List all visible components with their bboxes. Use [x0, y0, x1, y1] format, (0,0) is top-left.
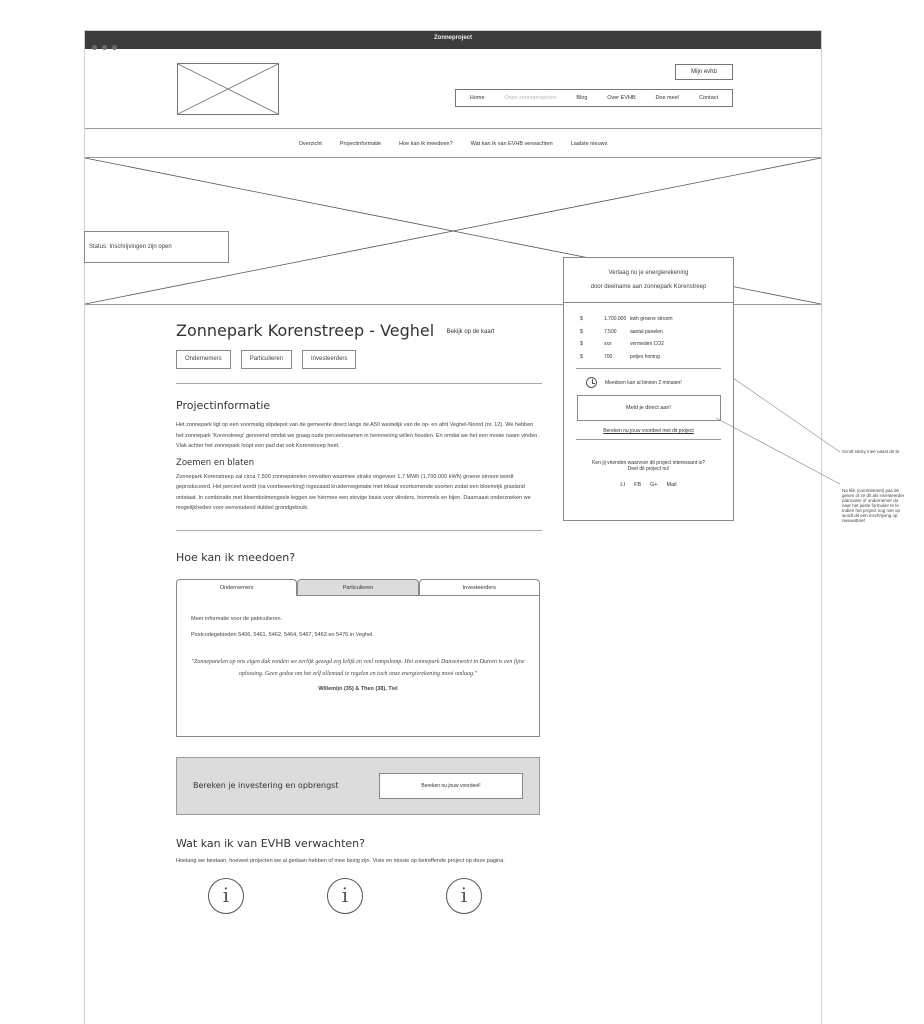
stat-icon: $ — [580, 328, 583, 335]
stat-label: aantal panelen — [630, 328, 663, 335]
image-placeholder-icon — [178, 64, 278, 114]
stat-label: kwh groene stroom — [630, 316, 673, 323]
stat-value: xxx — [604, 341, 612, 348]
share-mail[interactable]: Mail — [666, 482, 677, 488]
tab-bar — [176, 579, 540, 596]
share-links — [564, 482, 733, 488]
info-icons — [176, 878, 542, 914]
divider — [176, 530, 542, 531]
signup-button[interactable]: Meld je direct aan! — [577, 395, 721, 421]
info-icon: i — [327, 878, 363, 914]
audience-buttons — [176, 350, 542, 369]
stat-icon: $ — [580, 341, 583, 348]
expect-paragraph: Hoelang we bestaan, hoeveel projecten we al gedaan hebben of mee bezig zijn. Visie en missie op betreffende project op deze pagina. — [176, 857, 505, 864]
nav-join[interactable]: Doe mee! — [655, 95, 680, 101]
stat-label: potjes honing — [630, 353, 660, 360]
my-account-button[interactable]: Mijn evhb — [675, 64, 733, 80]
subnav-projectinfo[interactable]: Projectinformatie — [339, 141, 382, 147]
info-icon: i — [208, 878, 244, 914]
testimonial-author: Willemijn (35) & Theo (38), Tiel — [318, 685, 398, 692]
sticky-signup-card — [563, 257, 734, 521]
subnav-overview[interactable]: Overzicht — [298, 141, 322, 147]
nav-about[interactable]: Over EVHB — [607, 95, 636, 101]
testimonial-quote: "Zonnepanelen op ons eigen dak vonden we eerlijk gezegd erg lelijk en veel rompslomp. Het zonnepark Dansenwoirt in Duiven is een fijne oplossing. Geen gedoe om het zelf allemaal te regelen en toch onze energierekening mooi omlaag." — [191, 658, 525, 677]
window-title: Zonneproject — [433, 35, 472, 41]
subnav-expect[interactable]: Wat kan ik van EVHB verwachten — [470, 141, 553, 147]
nav-blog[interactable]: Blog — [576, 95, 588, 101]
divider — [576, 439, 721, 440]
info-icon: i — [446, 878, 482, 914]
stat-icon: $ — [580, 316, 583, 323]
nav-projects[interactable]: Onze zonneprojecten — [504, 95, 557, 101]
stat-label: vermeden CO2 — [630, 341, 664, 348]
tab-entrepreneurs[interactable]: Ondernemers — [176, 579, 297, 596]
projectinfo-paragraph: Het zonnepark ligt op een voormalig slipdepot van de gemeente direct langs de A50 westelijk van de op- en afrit Veghel-Noord (nr. 12). We hebben het zonnepark 'Korenstreep' genoemd omdat we graag oude perceelsnamen in herinnering willen houden. En omdat we het een mooie naam vinden. Vlak achter het zonnepark loopt een pad dat ook Korenstreep heet. — [176, 422, 539, 449]
card-headline — [564, 258, 733, 303]
nav-contact[interactable]: Contact — [699, 95, 719, 101]
audience-investors-button[interactable]: Investeerders — [302, 350, 356, 369]
nav-home[interactable]: Home — [469, 95, 485, 101]
share-question-line1: Ken jij vrienden waarvoor dit project interessant is? — [592, 460, 705, 466]
quick-signup-note — [564, 374, 733, 391]
stats-list — [564, 303, 733, 363]
share-question-line2: Deel dit project nu! — [627, 466, 670, 472]
logo-placeholder[interactable] — [177, 63, 279, 115]
annotation-sticky: Scroll sticky mee naast de te — [842, 449, 900, 454]
page-title: Zonnepark Korenstreep - Veghel — [176, 321, 435, 340]
postcode-text: Postcodegebieden 5406, 5461, 5462, 5464, 5467, 5463 en 5476 in Veghel. — [191, 631, 374, 638]
audience-entrepreneurs-button[interactable]: Ondernemers — [176, 350, 231, 369]
divider — [576, 368, 721, 369]
status-badge: Status: Inschrijvingen zijn open — [84, 231, 229, 263]
stat-row — [580, 338, 733, 351]
calculator-label: Bereken je investering en opbrengst — [193, 781, 339, 790]
page-subnav — [85, 130, 821, 158]
main-content — [176, 321, 542, 914]
quick-signup-text: Meedoen kan al binnen 2 minuten! — [605, 379, 682, 386]
stat-value: 1.700.000 — [604, 316, 627, 323]
site-header — [85, 49, 821, 129]
stat-value: 700 — [604, 353, 613, 360]
subnav-news[interactable]: Laatste nieuws — [570, 141, 608, 147]
join-heading: Hoe kan ik meedoen? — [176, 550, 296, 564]
stat-icon: $ — [580, 353, 583, 360]
subnav-join[interactable]: Hoe kan ik meedoen? — [399, 141, 453, 147]
map-link[interactable]: Bekijk op de kaart — [446, 329, 495, 335]
expect-heading: Wat kan ik van EVHB verwachten? — [176, 836, 365, 850]
calculator-banner — [176, 757, 540, 815]
calculate-benefit-link[interactable]: Bereken nu jouw voordeel met dit project — [603, 428, 694, 434]
tab-panel — [176, 596, 540, 737]
card-headline-line1: Verlaag nu je energierekening — [608, 270, 689, 276]
stat-row — [580, 326, 733, 339]
audience-tabs — [176, 579, 540, 737]
stat-value: 7.500 — [604, 328, 617, 335]
annotation-commitment: Na klik (commitment) pas de geven of ze dit als investeerder patriculier of ondernemer do naar het juiste formulier te le Indien het project nog niet op wordt dit een inschrijving op nieuwsbrief — [842, 488, 905, 523]
tab-investors[interactable]: Investeerders — [419, 579, 540, 596]
share-facebook[interactable]: FB — [633, 482, 642, 488]
divider — [176, 383, 542, 384]
tab-info-text: Meer informatie voor de patriculieren. — [191, 615, 283, 622]
tab-individuals[interactable]: Particulieren — [297, 579, 418, 596]
main-nav — [455, 89, 733, 107]
project-title-row — [176, 321, 542, 341]
window-titlebar — [85, 31, 821, 49]
card-headline-line2: door deelname aan zonnepark Korenstreep — [590, 284, 707, 290]
stat-row — [580, 313, 733, 326]
share-question — [564, 460, 733, 472]
browser-window — [84, 30, 822, 1024]
calculate-button[interactable]: Bereken nu jouw voordeel! — [379, 773, 523, 799]
projectinfo-paragraph-2: Zonnepark Korenstreep zal circa 7.500 zonnepanelen omvatten waarmee straks ongeveer 1,7 MWh (1.700.000 kWh) groene stroom wordt geproduceerd. Het perceel wordt (na voorbewerking) ingezaaid kruidenvegetatie met lokaal voorkomende soorten zodat een bloemrijk grasland ontstaat. In combinatie met bloembolmengsels leggen we hiermee een stevige basis voor vlinders, hommels en bijen. Daarnaast onderzoeken we mogelijkheden voor eenvoudend dubbel grondgebruik. — [176, 473, 531, 511]
share-googleplus[interactable]: G+ — [650, 482, 658, 488]
stat-row — [580, 351, 733, 364]
audience-individuals-button[interactable]: Particulieren — [241, 350, 292, 369]
share-linkedin[interactable]: LI — [620, 482, 625, 488]
projectinfo-subheading: Zoemen en blaten — [176, 457, 255, 468]
projectinfo-heading: Projectinformatie — [176, 399, 271, 412]
clock-icon — [586, 377, 597, 388]
